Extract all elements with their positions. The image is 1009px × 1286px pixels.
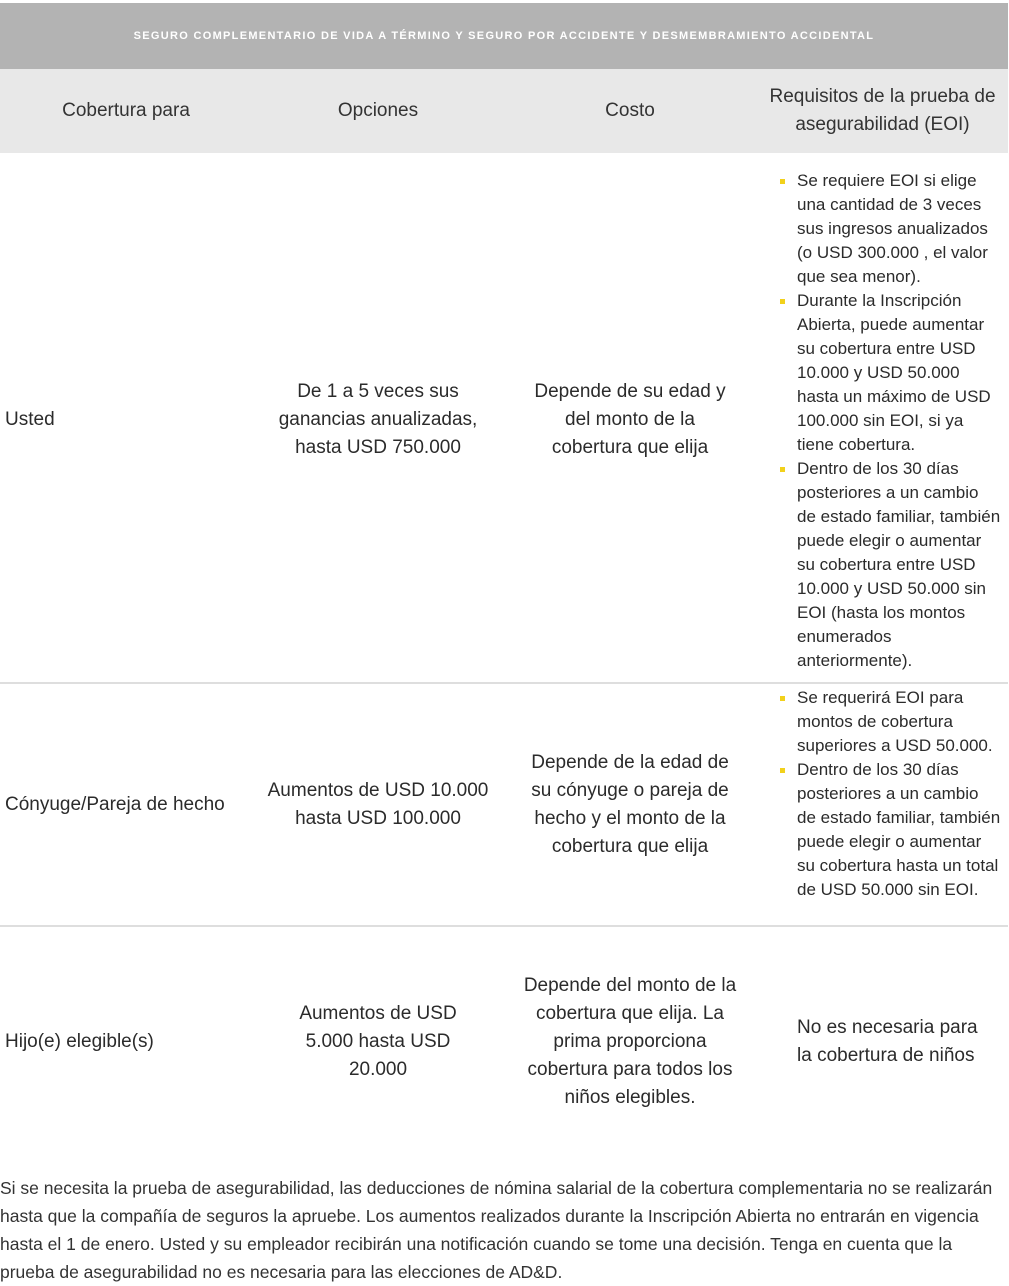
row-options: De 1 a 5 veces sus ganancias anualizadas, hasta USD 750.000 [278, 380, 478, 458]
table-row [0, 686, 1008, 924]
list-item: Dentro de los 30 días posteriores a un cambio de estado familiar, también puede elegir o aumentar su cobertura hasta un total de USD 50.000 sin EOI. [756, 758, 1008, 902]
row-coverage: Usted [5, 408, 55, 430]
row-options: Aumentos de USD 5.000 hasta USD 20.000 [299, 1002, 457, 1080]
list-item: Se requerirá EOI para montos de cobertura superiores a USD 50.000. [756, 686, 1008, 758]
header-options: Opciones [337, 100, 419, 121]
row-cost: Depende de su edad y del monto de la cobertura que elija [534, 380, 726, 458]
list-item: Se requiere EOI si elige una cantidad de 3 veces sus ingresos anualizados (o USD 300.000 , el valor que sea menor). [756, 169, 1008, 289]
bullet-icon [780, 179, 785, 184]
table-row [0, 167, 1008, 672]
requirements-list [756, 169, 1008, 673]
row-requirements [756, 167, 1008, 672]
row-coverage: Cónyuge/Pareja de hecho [5, 794, 225, 815]
bullet-icon [780, 696, 785, 701]
table-row [0, 929, 1008, 1154]
row-coverage: Hijo(e) elegible(s) [5, 1030, 154, 1052]
bullet-icon [780, 299, 785, 304]
row-requirements: No es necesaria para la cobertura de niños [797, 1016, 978, 1066]
footnote-paragraph: Si se necesita la prueba de asegurabilidad, las deducciones de nómina salarial de la cobertura complementaria no se realizarán hasta que la compañía de seguros la apruebe. Los aumentos realizados durante la Inscripción Abierta no entrarán en vigencia hasta el 1 de enero. Usted y su empleador recibirán una notificación cuando se tome una decisión. Tenga en cuenta que la prueba de asegurabilidad no es necesaria para las elecciones de AD&D. [0, 1178, 993, 1282]
requirements-list [756, 686, 1008, 902]
bullet-icon [780, 768, 785, 773]
row-requirements [756, 686, 1008, 924]
table-header [0, 69, 1008, 153]
table-banner-title: SEGURO COMPLEMENTARIO DE VIDA A TÉRMINO Y SEGURO POR ACCIDENTE Y DESMEMBRAMIENTO ACCIDENTAL [0, 3, 1008, 69]
header-coverage: Cobertura para [62, 100, 190, 121]
row-cost: Depende de la edad de su cónyuge o pareja de hecho y el monto de la cobertura que elija [531, 752, 729, 857]
list-item: Durante la Inscripción Abierta, puede aumentar su cobertura entre USD 10.000 y USD 50.000 hasta un máximo de USD 100.000 sin EOI, si ya tiene cobertura. [756, 289, 1008, 457]
row-divider [0, 682, 1008, 684]
list-item: Dentro de los 30 días posteriores a un cambio de estado familiar, también puede elegir o aumentar su cobertura entre USD 10.000 y USD 50.000 sin EOI (hasta los montos enumerados anteriormente). [756, 457, 1008, 673]
row-cost: Depende del monto de la cobertura que elija. La prima proporciona cobertura para todos los niños elegibles. [523, 974, 737, 1108]
header-eoi-requirements: Requisitos de la prueba de asegurabilidad (EOI) [769, 86, 996, 135]
row-divider [0, 925, 1008, 927]
row-options: Aumentos de USD 10.000 hasta USD 100.000 [267, 780, 489, 829]
bullet-icon [780, 467, 785, 472]
header-cost: Costo [605, 100, 655, 121]
